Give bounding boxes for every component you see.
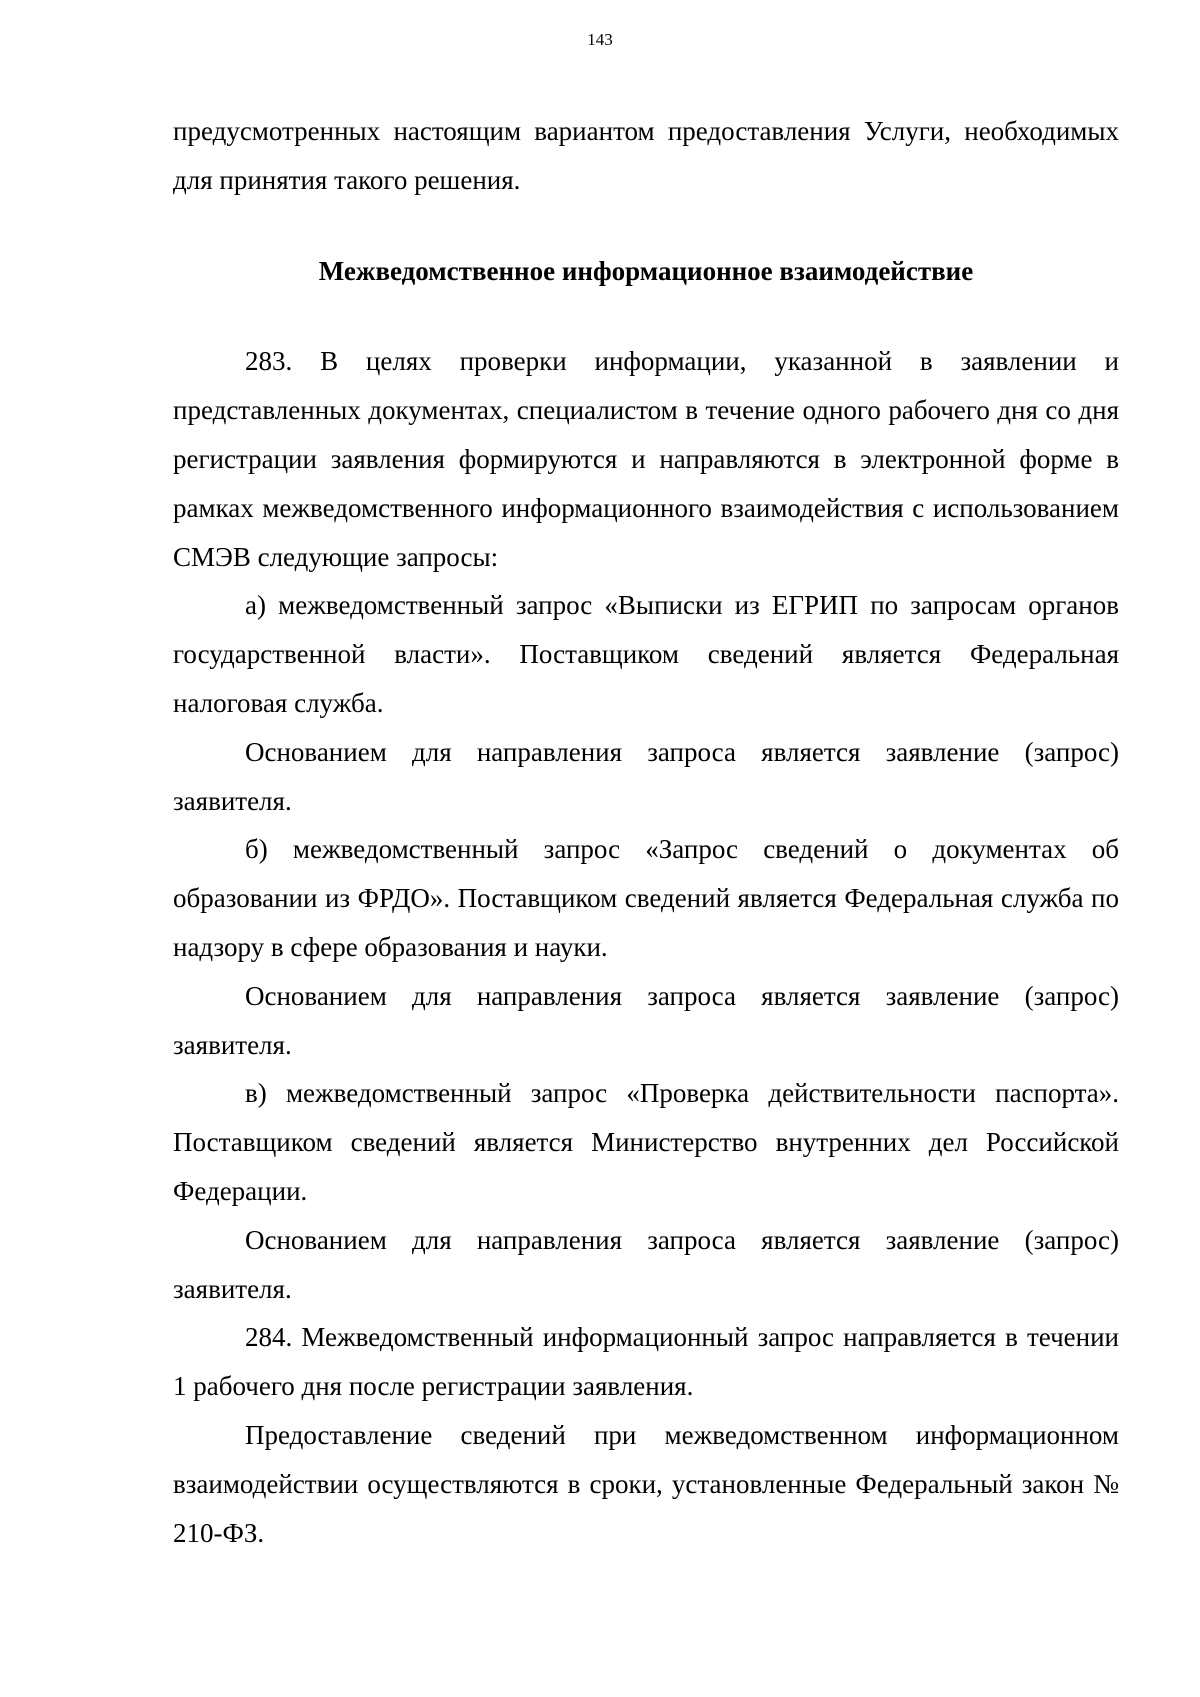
paragraph-request-a: а) межведомственный запрос «Выписки из ЕГРИП по запросам органов государственной власти». Поставщиком сведений является Федеральная налоговая служба. — [173, 590, 1119, 718]
paragraph-continuation: предусмотренных настоящим вариантом предоставления Услуги, необходимых для принятия такого решения. — [173, 116, 1119, 195]
paragraph-basis-a: Основанием для направления запроса является заявление (запрос) заявителя. — [173, 736, 1119, 816]
paragraph-terms: Предоставление сведений при межведомственном информационном взаимодействии осуществляются в сроки, установленные Федеральный закон № 210-ФЗ. — [173, 1419, 1119, 1548]
paragraph-284: 284. Межведомственный информационный запрос направляется в течении 1 рабочего дня после регистрации заявления. — [173, 1322, 1119, 1402]
paragraph-basis-v: Основанием для направления запроса является заявление (запрос) заявителя. — [173, 1224, 1119, 1304]
document-body — [173, 107, 1119, 1557]
paragraph-request-b: б) межведомственный запрос «Запрос сведений о документах об образовании из ФРДО». Поставщиком сведений является Федеральная служба по надзору в сфере образования и науки. — [173, 834, 1119, 962]
paragraph-request-v: в) межведомственный запрос «Проверка действительности паспорта». Поставщиком сведений является Министерство внутренних дел Российской Федерации. — [173, 1078, 1119, 1206]
page-number: 143 — [587, 30, 613, 49]
paragraph-283: 283. В целях проверки информации, указанной в заявлении и представленных документах, специалистом в течение одного рабочего дня со дня регистрации заявления формируются и направляются в электронной форме в рамках межведомственного информационного взаимодействия с использованием СМЭВ следующие запросы: — [173, 346, 1119, 572]
paragraph-basis-b: Основанием для направления запроса является заявление (запрос) заявителя. — [173, 980, 1119, 1060]
section-heading: Межведомственное информационное взаимодействие — [318, 255, 974, 286]
